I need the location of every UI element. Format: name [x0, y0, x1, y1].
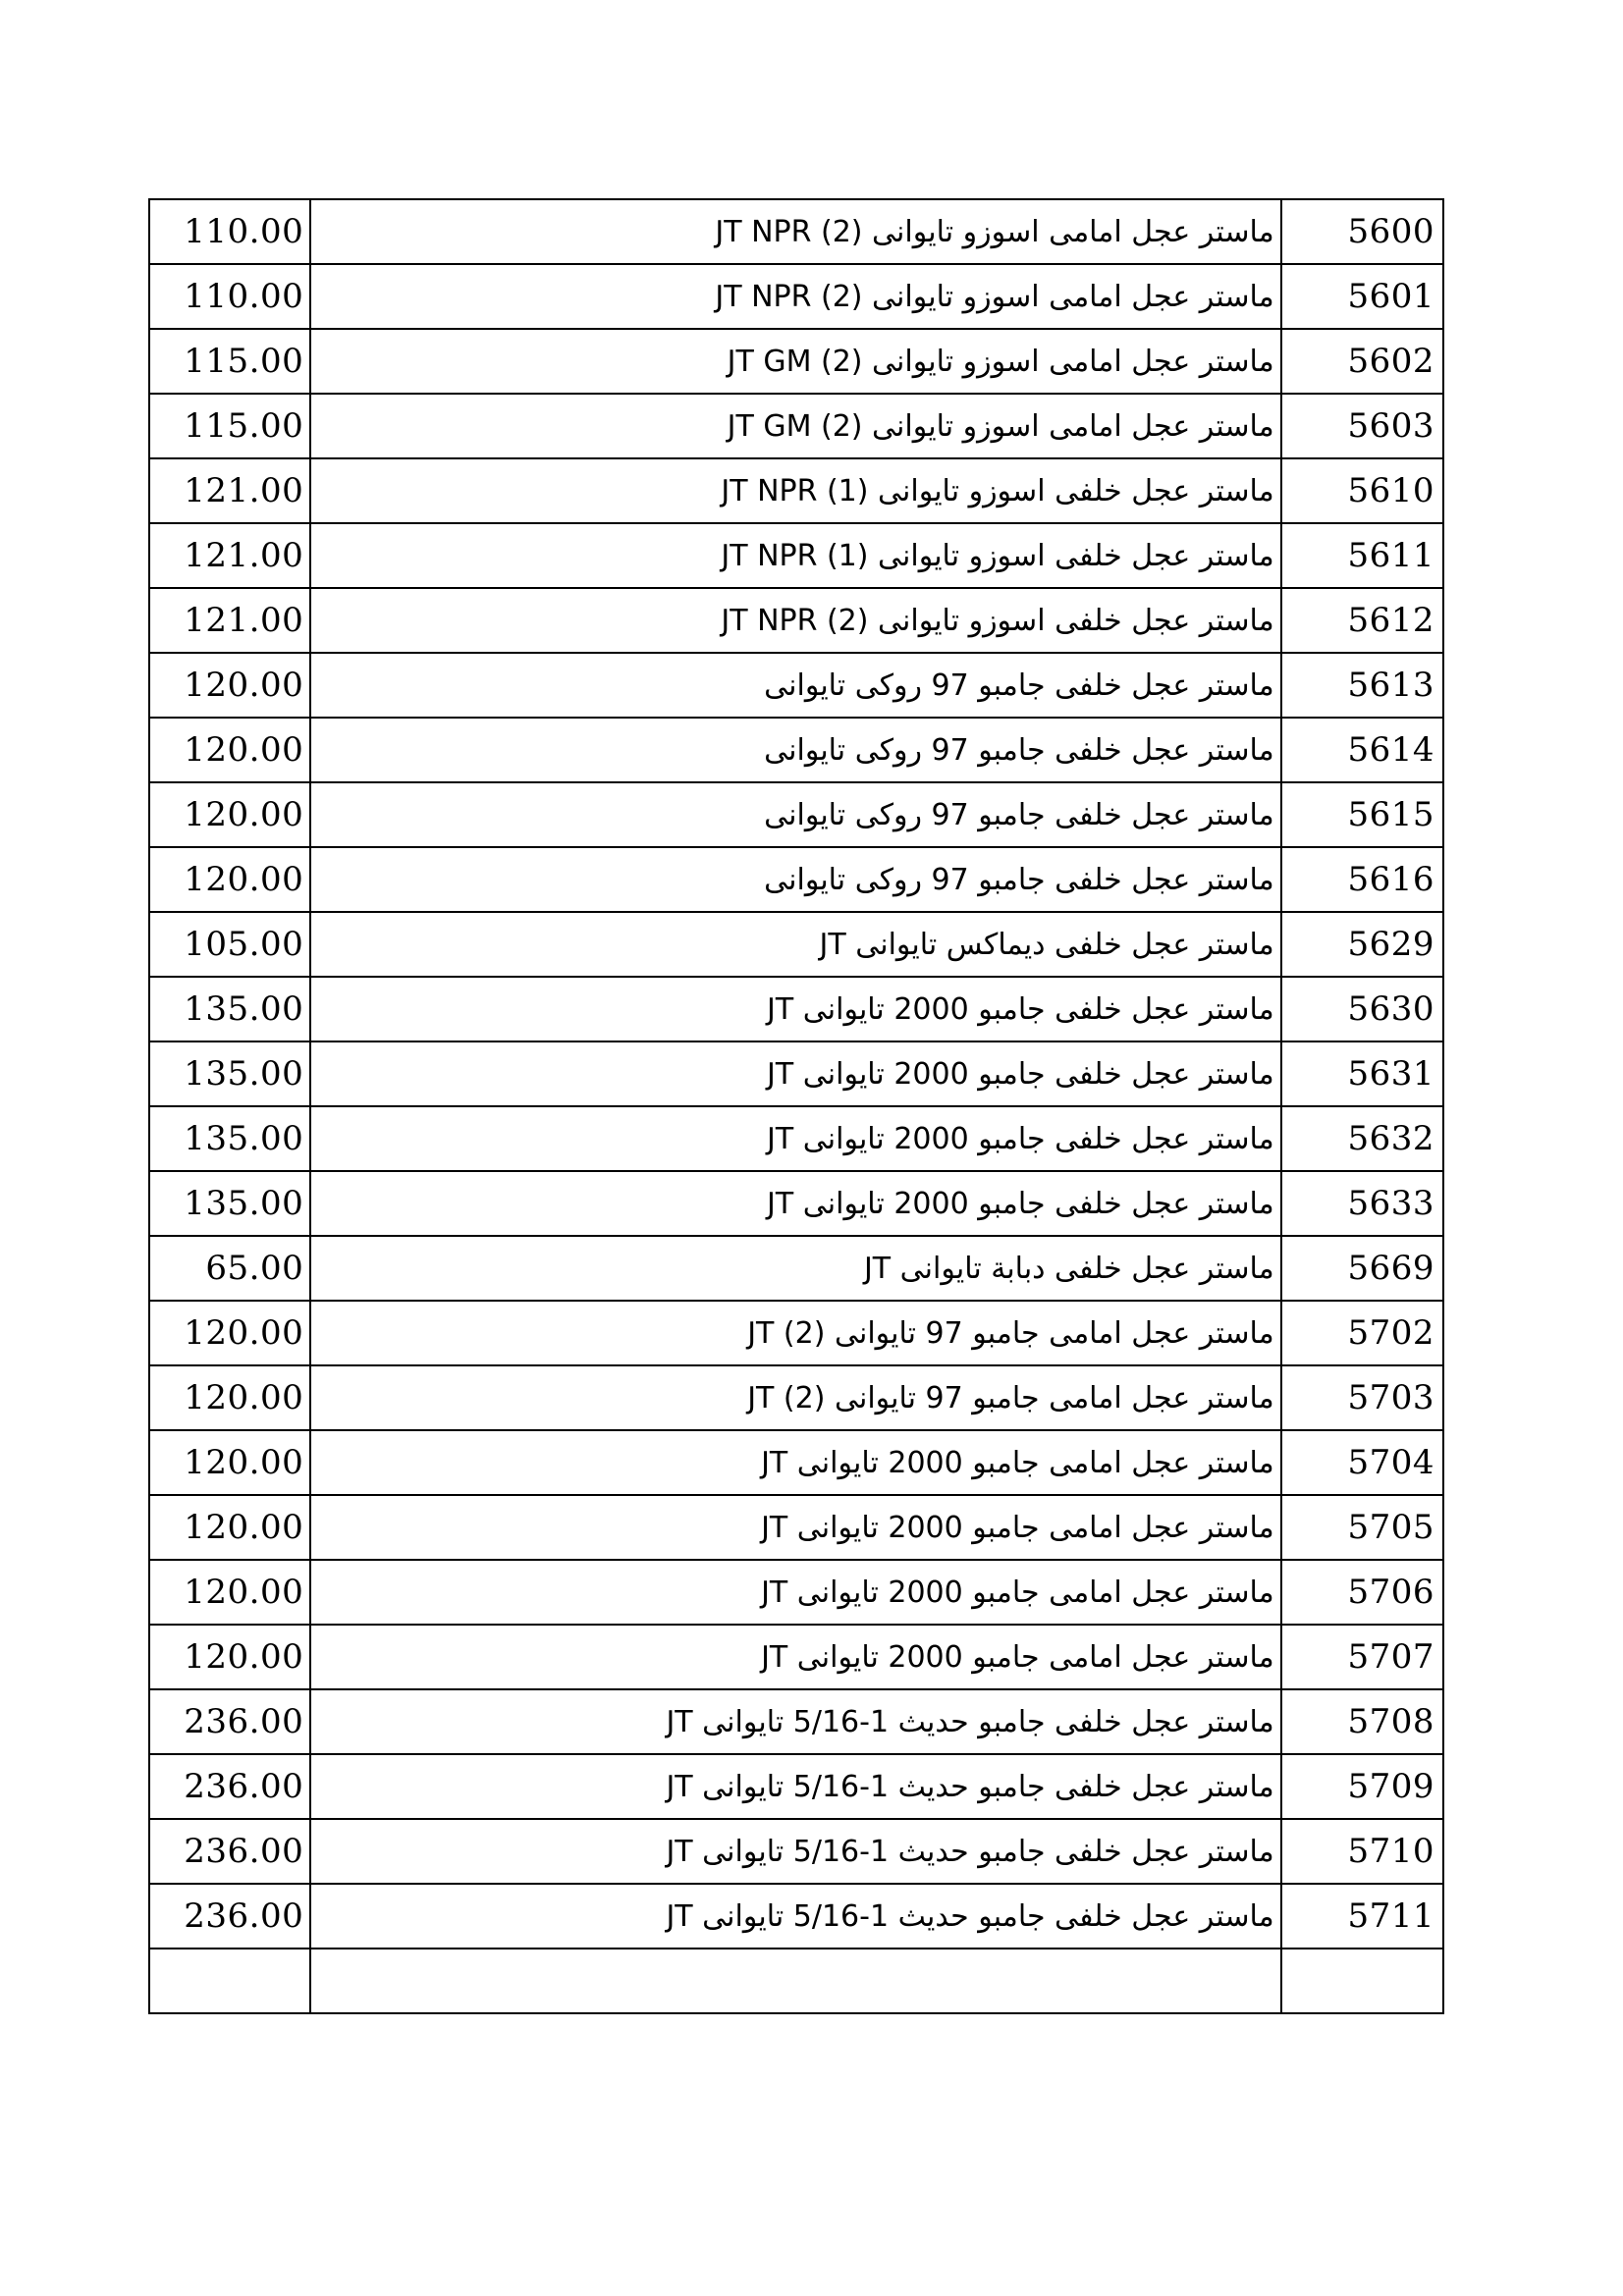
price-cell: 135.00 — [149, 977, 310, 1041]
part-code-cell: 5600 — [1281, 199, 1443, 264]
description-text: ماستر عجل خلفی جامبو 2000 تایوانی JT — [767, 1056, 1274, 1092]
table-row — [149, 1236, 1443, 1301]
table-row — [149, 1301, 1443, 1365]
table-row — [149, 1949, 1443, 2013]
description-cell — [310, 1171, 1281, 1236]
table-row — [149, 1884, 1443, 1949]
description-cell — [310, 523, 1281, 588]
price-cell: 120.00 — [149, 1495, 310, 1560]
table-row — [149, 1754, 1443, 1819]
price-cell: 120.00 — [149, 1365, 310, 1430]
description-text: ماستر عجل خلفی اسوزو تایوانی JT NPR (1) — [721, 473, 1274, 508]
description-text: ماستر عجل خلفی جامبو حدیث 1-5/16 تایوانی JT — [666, 1704, 1274, 1739]
price-cell: 115.00 — [149, 329, 310, 394]
description-text: ماستر عجل امامی جامبو 97 تایوانی JT (2) — [747, 1315, 1274, 1351]
price-cell: 121.00 — [149, 458, 310, 523]
price-cell: 120.00 — [149, 782, 310, 847]
price-cell: 110.00 — [149, 199, 310, 264]
part-code-cell: 5601 — [1281, 264, 1443, 329]
table-row — [149, 458, 1443, 523]
price-cell: 236.00 — [149, 1819, 310, 1884]
part-code-cell: 5704 — [1281, 1430, 1443, 1495]
price-cell — [149, 1949, 310, 2013]
table-row — [149, 847, 1443, 912]
part-code-cell: 5708 — [1281, 1689, 1443, 1754]
description-text: ماستر عجل امامی جامبو 97 تایوانی JT (2) — [747, 1380, 1274, 1415]
price-cell: 120.00 — [149, 718, 310, 782]
description-text: ماستر عجل امامی اسوزو تایوانی JT GM (2) — [727, 408, 1274, 444]
table-row — [149, 1106, 1443, 1171]
part-code-cell: 5707 — [1281, 1625, 1443, 1689]
table-row — [149, 912, 1443, 977]
part-code-cell: 5706 — [1281, 1560, 1443, 1625]
price-cell: 120.00 — [149, 1430, 310, 1495]
price-cell: 121.00 — [149, 523, 310, 588]
part-code-cell: 5616 — [1281, 847, 1443, 912]
part-code-cell: 5705 — [1281, 1495, 1443, 1560]
description-cell — [310, 718, 1281, 782]
table-row — [149, 588, 1443, 653]
description-cell — [310, 1949, 1281, 2013]
description-text: ماستر عجل امامی جامبو 2000 تایوانی JT — [761, 1510, 1274, 1545]
table-row — [149, 329, 1443, 394]
price-cell: 120.00 — [149, 1301, 310, 1365]
price-cell: 120.00 — [149, 847, 310, 912]
description-text: ماستر عجل خلفی جامبو 97 روکی تایوانی — [764, 667, 1274, 703]
part-code-cell: 5702 — [1281, 1301, 1443, 1365]
price-cell: 236.00 — [149, 1754, 310, 1819]
part-code-cell — [1281, 1949, 1443, 2013]
description-cell — [310, 1236, 1281, 1301]
description-text: ماستر عجل امامی جامبو 2000 تایوانی JT — [761, 1575, 1274, 1610]
table-row — [149, 1625, 1443, 1689]
price-cell: 121.00 — [149, 588, 310, 653]
description-cell — [310, 977, 1281, 1041]
price-cell: 135.00 — [149, 1171, 310, 1236]
table-row — [149, 1430, 1443, 1495]
part-code-cell: 5710 — [1281, 1819, 1443, 1884]
description-text: ماستر عجل امامی اسوزو تایوانی JT NPR (2) — [715, 214, 1274, 249]
description-text: ماستر عجل خلفی جامبو 97 روکی تایوانی — [764, 732, 1274, 768]
description-cell — [310, 782, 1281, 847]
part-code-cell: 5612 — [1281, 588, 1443, 653]
part-code-cell: 5703 — [1281, 1365, 1443, 1430]
description-cell — [310, 1365, 1281, 1430]
part-code-cell: 5614 — [1281, 718, 1443, 782]
price-cell: 236.00 — [149, 1884, 310, 1949]
table-row — [149, 1560, 1443, 1625]
description-cell — [310, 1430, 1281, 1495]
part-code-cell: 5629 — [1281, 912, 1443, 977]
table-row — [149, 523, 1443, 588]
description-cell — [310, 1041, 1281, 1106]
price-cell: 120.00 — [149, 1560, 310, 1625]
table-row — [149, 1365, 1443, 1430]
part-code-cell: 5709 — [1281, 1754, 1443, 1819]
price-cell: 65.00 — [149, 1236, 310, 1301]
description-cell — [310, 1495, 1281, 1560]
description-text: ماستر عجل خلفی جامبو 2000 تایوانی JT — [767, 1186, 1274, 1221]
description-cell — [310, 1884, 1281, 1949]
price-cell: 135.00 — [149, 1041, 310, 1106]
description-cell — [310, 329, 1281, 394]
description-text: ماستر عجل خلفی جامبو 2000 تایوانی JT — [767, 991, 1274, 1027]
description-cell — [310, 458, 1281, 523]
table-row — [149, 1819, 1443, 1884]
description-text: ماستر عجل امامی اسوزو تایوانی JT GM (2) — [727, 344, 1274, 379]
part-code-cell: 5632 — [1281, 1106, 1443, 1171]
description-cell — [310, 1819, 1281, 1884]
description-text: ماستر عجل خلفی اسوزو تایوانی JT NPR (1) — [721, 538, 1274, 573]
description-cell — [310, 394, 1281, 458]
description-text: ماستر عجل خلفی جامبو حدیث 1-5/16 تایوانی JT — [666, 1834, 1274, 1869]
description-cell — [310, 1754, 1281, 1819]
description-text: ماستر عجل خلفی جامبو حدیث 1-5/16 تایوانی JT — [666, 1769, 1274, 1804]
table-body — [149, 199, 1443, 2013]
description-text: ماستر عجل خلفی جامبو 2000 تایوانی JT — [767, 1121, 1274, 1156]
table-row — [149, 1041, 1443, 1106]
description-cell — [310, 1106, 1281, 1171]
part-code-cell: 5711 — [1281, 1884, 1443, 1949]
table-row — [149, 394, 1443, 458]
part-code-cell: 5611 — [1281, 523, 1443, 588]
description-cell — [310, 1689, 1281, 1754]
description-text: ماستر عجل امامی جامبو 2000 تایوانی JT — [761, 1639, 1274, 1675]
description-cell — [310, 1560, 1281, 1625]
parts-price-table — [148, 198, 1444, 2014]
table-row — [149, 264, 1443, 329]
part-code-cell: 5669 — [1281, 1236, 1443, 1301]
description-cell — [310, 847, 1281, 912]
price-cell: 135.00 — [149, 1106, 310, 1171]
description-cell — [310, 588, 1281, 653]
table-row — [149, 1495, 1443, 1560]
price-cell: 120.00 — [149, 653, 310, 718]
price-cell: 236.00 — [149, 1689, 310, 1754]
description-cell — [310, 199, 1281, 264]
description-text: ماستر عجل امامی اسوزو تایوانی JT NPR (2) — [715, 279, 1274, 314]
description-cell — [310, 653, 1281, 718]
description-text: ماستر عجل خلفی دبابة تایوانی JT — [863, 1251, 1274, 1286]
table-row — [149, 1689, 1443, 1754]
part-code-cell: 5630 — [1281, 977, 1443, 1041]
description-text: ماستر عجل خلفی دیماکس تایوانی JT — [819, 927, 1274, 962]
description-text: ماستر عجل خلفی جامبو 97 روکی تایوانی — [764, 797, 1274, 832]
description-text: ماستر عجل خلفی اسوزو تایوانی JT NPR (2) — [721, 603, 1274, 638]
table-row — [149, 977, 1443, 1041]
table-row — [149, 199, 1443, 264]
description-cell — [310, 1301, 1281, 1365]
description-text: ماستر عجل امامی جامبو 2000 تایوانی JT — [761, 1445, 1274, 1480]
part-code-cell: 5615 — [1281, 782, 1443, 847]
price-cell: 120.00 — [149, 1625, 310, 1689]
description-text: ماستر عجل خلفی جامبو حدیث 1-5/16 تایوانی JT — [666, 1898, 1274, 1934]
description-cell — [310, 1625, 1281, 1689]
part-code-cell: 5602 — [1281, 329, 1443, 394]
table-row — [149, 782, 1443, 847]
part-code-cell: 5631 — [1281, 1041, 1443, 1106]
description-cell — [310, 264, 1281, 329]
price-cell: 105.00 — [149, 912, 310, 977]
part-code-cell: 5610 — [1281, 458, 1443, 523]
table-row — [149, 718, 1443, 782]
price-cell: 110.00 — [149, 264, 310, 329]
description-text: ماستر عجل خلفی جامبو 97 روکی تایوانی — [764, 862, 1274, 897]
description-cell — [310, 912, 1281, 977]
part-code-cell: 5633 — [1281, 1171, 1443, 1236]
part-code-cell: 5613 — [1281, 653, 1443, 718]
part-code-cell: 5603 — [1281, 394, 1443, 458]
price-cell: 115.00 — [149, 394, 310, 458]
table-row — [149, 1171, 1443, 1236]
table-row — [149, 653, 1443, 718]
